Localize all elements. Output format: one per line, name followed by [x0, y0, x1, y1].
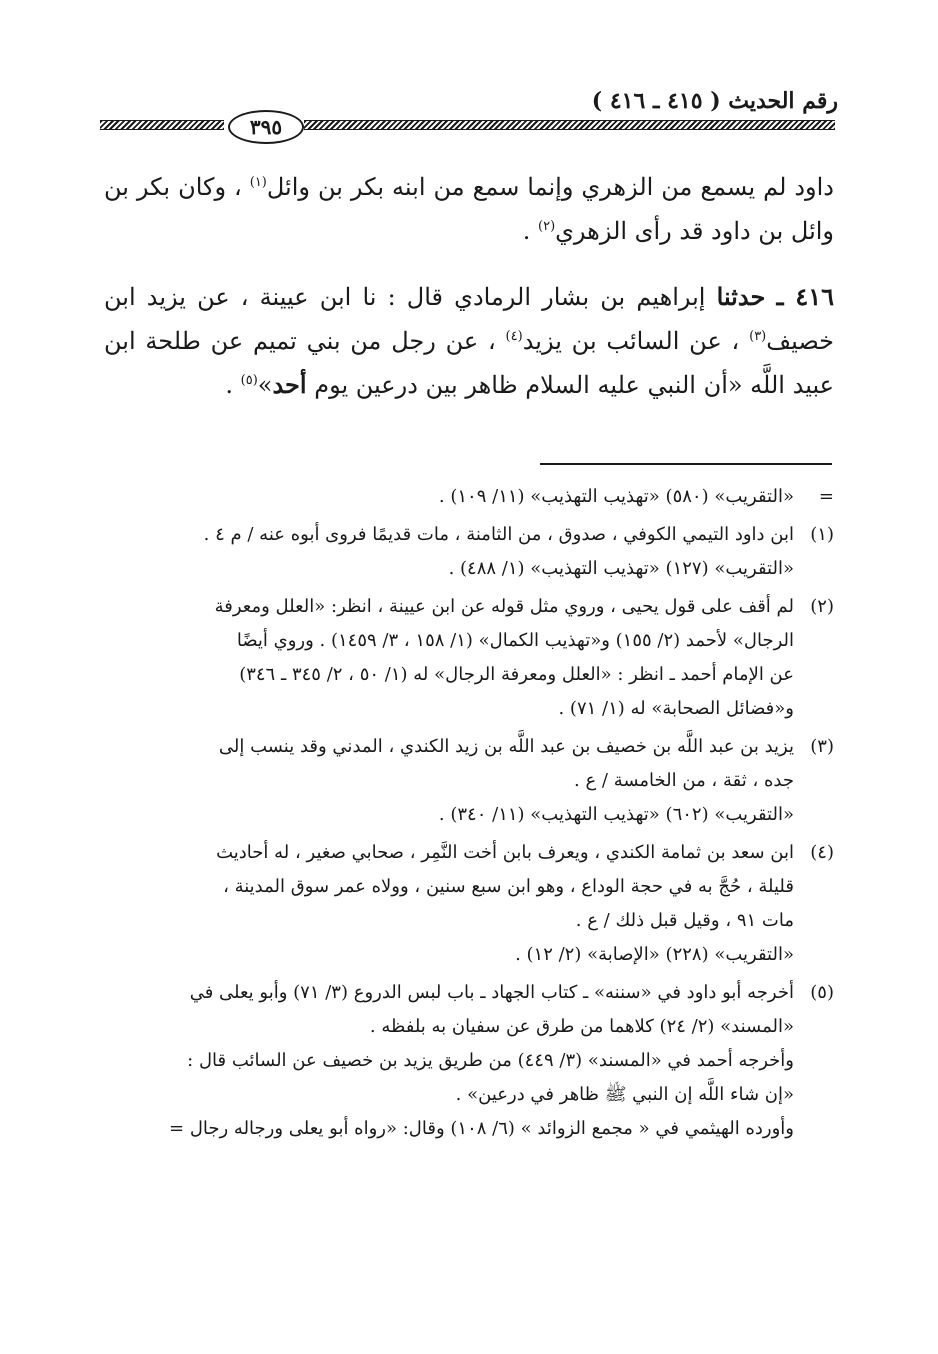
para2-text-a: إبراهيم بن بشار الرمادي قال : نا ابن عيينة ، عن يزيد ابن خصيف: [104, 283, 834, 355]
para2-text-d: »: [257, 371, 273, 399]
footnote-line: عن الإمام أحمد ـ انظر : «العلل ومعرفة الرجال» له (١/ ٥٠ ، ٢/ ٣٤٥ ـ ٣٤٦): [239, 664, 794, 685]
footnote-2: [104, 590, 834, 726]
para2-text-e: .: [225, 371, 233, 399]
footnote-line: «إن شاء اللَّه إن النبي ﷺ ظاهر في درعين» .: [455, 1084, 794, 1105]
footnote-line: مات ٩١ ، وقيل قبل ذلك / ع .: [575, 910, 794, 931]
header-rule: [0, 116, 938, 132]
footnote-line: الرجال» لأحمد (٢/ ١٥٥) و«تهذيب الكمال» (١/ ١٥٨ ، ٣/ ١٤٥٩) . وروي أيضًا: [236, 630, 794, 651]
para2-text-c: ، عن رجل من بني تميم عن طلحة ابن عبيد اللَّه «أن النبي عليه السلام ظاهر بين درعين يوم: [104, 327, 834, 399]
footnote-line: أخرجه أبو داود في «سننه» ـ كتاب الجهاد ـ باب لبس الدروع (٣/ ٧١) وأبو يعلى في: [189, 982, 794, 1003]
footnote-ref-3: (٣): [749, 329, 767, 344]
footnote-line: «التقريب» (٢٢٨) «الإصابة» (٢/ ١٢) .: [515, 944, 794, 965]
para1-text-c: .: [522, 217, 531, 245]
footnote-line: «التقريب» (١٢٧) «تهذيب التهذيب» (١/ ٤٨٨) .: [448, 558, 794, 579]
footnote-ref-5: (٥): [240, 373, 258, 388]
footnote-ref-4: (٤): [505, 329, 523, 344]
footnote-line: ابن سعد بن ثمامة الكندي ، ويعرف بابن أخت النَّمِر ، صحابي صغير ، له أحاديث: [216, 842, 794, 863]
para2-bold-word: أحد: [272, 370, 307, 399]
footnote-3: [104, 730, 834, 832]
footnote-line: قليلة ، حُجَّ به في حجة الوداع ، وهو ابن سبع سنين ، وولاه عمر سوق المدينة ،: [223, 876, 794, 897]
page-number: ٣٩٥: [228, 110, 304, 144]
footnote-line: «التقريب» (٦٠٢) «تهذيب التهذيب» (١١/ ٣٤٠) .: [438, 804, 794, 825]
para1-text-b: ، وكان بكر بن وائل بن داود قد رأى الزهري: [104, 173, 834, 245]
footnote-marker: (٢): [810, 596, 834, 617]
footnote-marker: (٣): [810, 736, 834, 757]
footnote-1: [104, 518, 834, 586]
footnote-line: و«فضائل الصحابة» له (١/ ٧١) .: [558, 698, 794, 719]
running-title: رقم الحديث ( ٤١٥ ـ ٤١٦ ): [591, 88, 838, 114]
main-text: [104, 165, 834, 429]
footnote-line: يزيد بن عبد اللَّه بن خصيف بن عبد اللَّه بن زيد الكندي ، المدني وقد ينسب إلى: [218, 736, 794, 757]
footnote-line: لم أقف على قول يحيى ، وروي مثل قوله عن ابن عيينة ، انظر: «العلل ومعرفة: [214, 596, 794, 617]
footnote-continuation: [104, 480, 834, 514]
header-rule-right: [304, 120, 835, 130]
footnote-separator: [540, 463, 832, 465]
header-rule-left: [100, 120, 224, 130]
footnote-line: «المسند» (٢/ ٢٤) كلاهما من طرق عن سفيان به بلفظه .: [369, 1016, 794, 1037]
footnote-line: وأخرجه أحمد في «المسند» (٣/ ٤٤٩) من طريق يزيد بن خصيف عن السائب قال :: [187, 1050, 794, 1071]
footnote-marker: (٥): [810, 982, 834, 1003]
footnote-line: جده ، ثقة ، من الخامسة / ع .: [574, 770, 794, 791]
hadith-416: [104, 275, 834, 407]
footnote-5: [104, 976, 834, 1146]
footnote-4: [104, 836, 834, 972]
footnotes: [104, 480, 834, 1150]
hadith-lead: حدثنا: [716, 282, 766, 311]
footnote-ref-2: (٢): [538, 219, 556, 234]
footnote-line: ابن داود التيمي الكوفي ، صدوق ، من الثامنة ، مات قديمًا فروى أبوه عنه / م ٤ .: [203, 524, 794, 545]
footnote-line: وأورده الهيثمي في « مجمع الزوائد » (٦/ ١٠٨) وقال: «رواه أبو يعلى ورجاله رجال =: [169, 1118, 794, 1139]
footnote-line: «التقريب» (٥٨٠) «تهذيب التهذيب» (١١/ ١٠٩) .: [438, 486, 794, 507]
para1-text-a: داود لم يسمع من الزهري وإنما سمع من ابنه بكر بن وائل: [266, 173, 834, 201]
hadith-number: ٤١٦ ـ: [776, 282, 834, 311]
footnote-marker: =: [818, 486, 834, 507]
para2-text-b: ، عن السائب بن يزيد: [522, 327, 740, 355]
footnote-ref-1: (١): [249, 175, 267, 190]
paragraph-1: [104, 165, 834, 253]
footnote-marker: (١): [810, 524, 834, 545]
footnote-marker: (٤): [810, 842, 834, 863]
